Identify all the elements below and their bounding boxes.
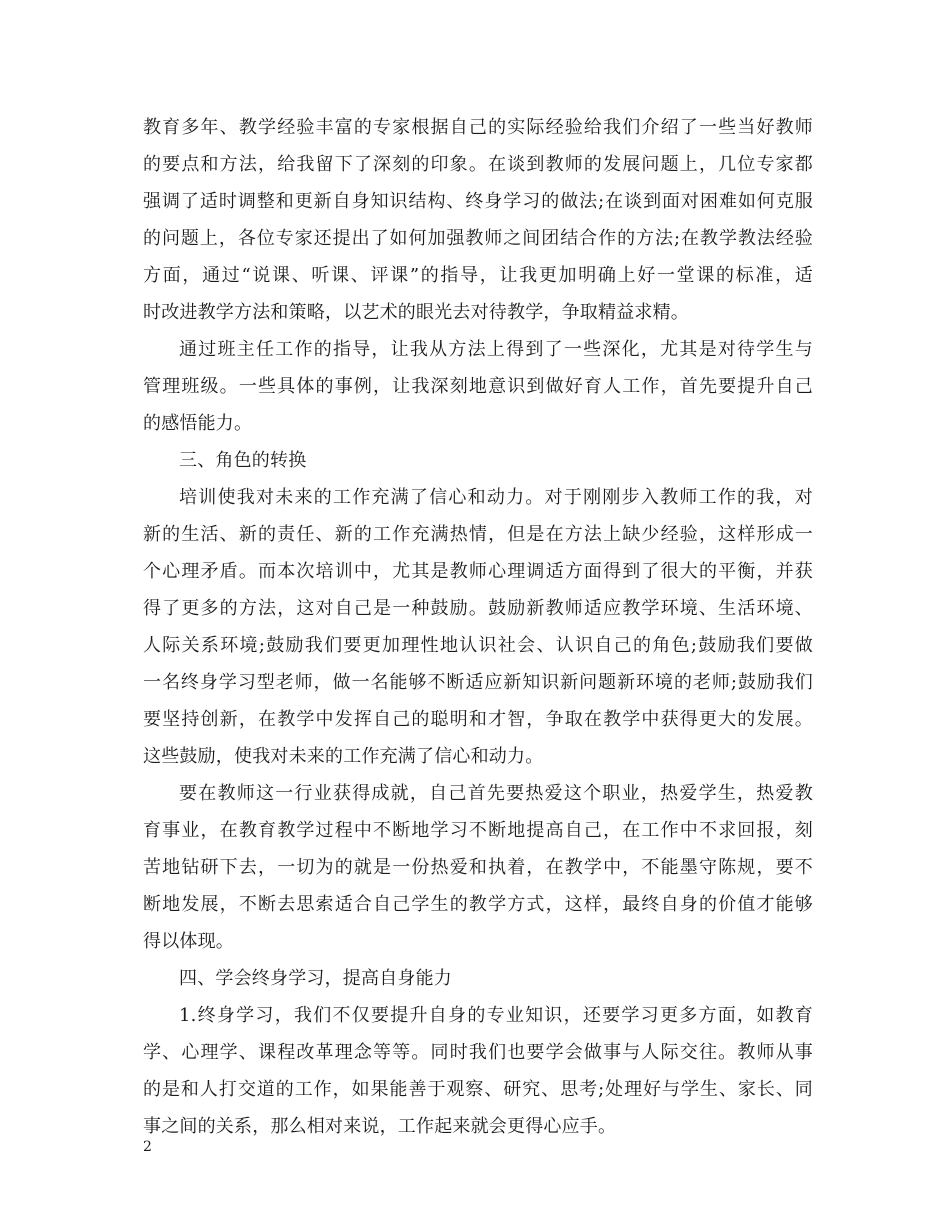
body-text-line: 苦地钻研下去，一切为的就是一份热爱和执着，在教学中，不能墨守陈规，要不 [143, 857, 813, 878]
body-text-line: 人际关系环境;鼓励我们要更加理性地认识社会、认识自己的角色;鼓励我们要做 [143, 635, 813, 656]
body-text-line: 的问题上，各位专家还提出了如何加强教师之间团结合作的方法;在教学教法经验 [143, 228, 813, 249]
body-text-line: 管理班级。一些具体的事例，让我深刻地意识到做好育人工作，首先要提升自己 [143, 376, 813, 397]
body-text-line: 学、心理学、课程改革理念等等。同时我们也要学会做事与人际交往。教师从事 [143, 1042, 813, 1063]
body-text-line: 一名终身学习型老师，做一名能够不断适应新知识新问题新环境的老师;鼓励我们 [143, 672, 813, 693]
section-heading: 四、学会终身学习，提高自身能力 [179, 968, 452, 989]
body-text-line: 事之间的关系，那么相对来说，工作起来就会更得心应手。 [143, 1116, 617, 1137]
body-text-line: 得了更多的方法，这对自己是一种鼓励。鼓励新教师适应教学环境、生活环境、 [143, 598, 813, 619]
body-text-line: 个心理矛盾。而本次培训中，尤其是教师心理调适方面得到了很大的平衡，并获 [143, 561, 813, 582]
paragraph-first-line: 通过班主任工作的指导，让我从方法上得到了一些深化，尤其是对待学生与 [179, 339, 813, 360]
body-text-line: 得以体现。 [143, 931, 234, 952]
body-text-line: 这些鼓励，使我对未来的工作充满了信心和动力。 [143, 746, 544, 767]
body-text-line: 断地发展，不断去思索适合自己学生的教学方式，这样，最终自身的价值才能够 [143, 894, 813, 915]
paragraph-first-line: 培训使我对未来的工作充满了信心和动力。对于刚刚步入教师工作的我，对 [179, 487, 813, 508]
body-text-line: 强调了适时调整和更新自身知识结构、终身学习的做法;在谈到面对困难如何克服 [143, 191, 813, 212]
body-text-line: 方面，通过“说课、听课、评课”的指导，让我更加明确上好一堂课的标准，适 [143, 265, 813, 286]
body-text-line: 的感悟能力。 [143, 413, 253, 434]
body-text-line: 的要点和方法，给我留下了深刻的印象。在谈到教师的发展问题上，几位专家都 [143, 154, 813, 175]
body-text-line: 要坚持创新，在教学中发挥自己的聪明和才智，争取在教学中获得更大的发展。 [143, 709, 813, 730]
body-text-line: 时改进教学方法和策略，以艺术的眼光去对待教学，争取精益求精。 [143, 302, 689, 323]
body-text-line: 育事业，在教育教学过程中不断地学习不断地提高自己，在工作中不求回报，刻 [143, 820, 813, 841]
paragraph-first-line: 1.终身学习，我们不仅要提升自身的专业知识，还要学习更多方面，如教育 [179, 1005, 813, 1026]
body-text-line: 教育多年、教学经验丰富的专家根据自己的实际经验给我们介绍了一些当好教师 [143, 117, 813, 138]
page-number: 2 [143, 1139, 152, 1155]
body-text-line: 新的生活、新的责任、新的工作充满热情，但是在方法上缺少经验，这样形成一 [143, 524, 813, 545]
body-text-line: 的是和人打交道的工作，如果能善于观察、研究、思考;处理好与学生、家长、同 [143, 1079, 813, 1100]
paragraph-first-line: 要在教师这一行业获得成就，自己首先要热爱这个职业，热爱学生，热爱教 [179, 783, 813, 804]
section-heading: 三、角色的转换 [179, 450, 307, 471]
